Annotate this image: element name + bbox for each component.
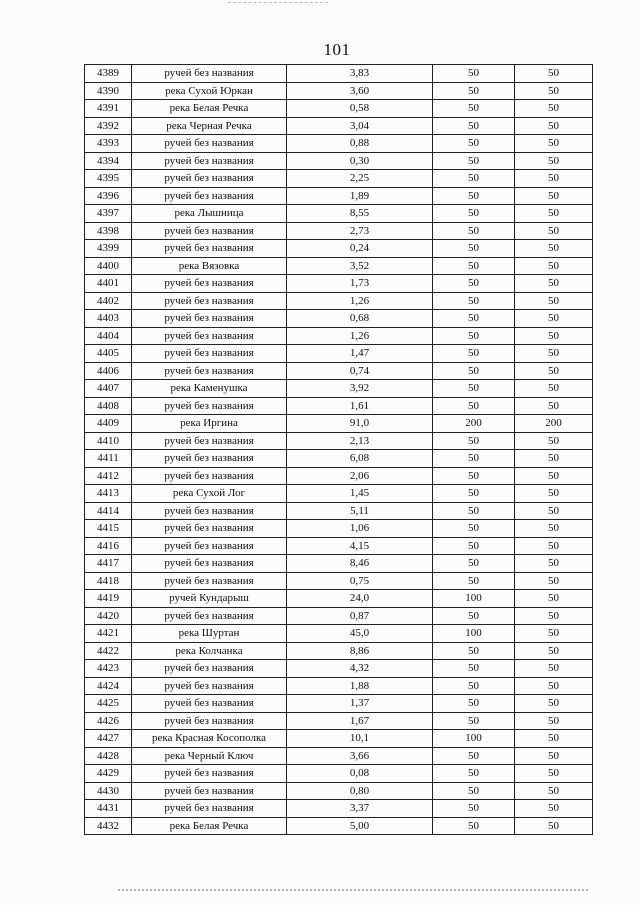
- coastal-strip-value-cell: 50: [515, 362, 593, 380]
- length-value-cell: 0,58: [287, 100, 433, 118]
- table-row: [85, 467, 593, 485]
- length-value-cell: 4,32: [287, 660, 433, 678]
- length-value-cell: 4,15: [287, 537, 433, 555]
- coastal-strip-value-cell: 50: [515, 380, 593, 398]
- length-value-cell: 6,08: [287, 450, 433, 468]
- coastal-strip-value-cell: 50: [515, 555, 593, 573]
- coastal-strip-value-cell: 50: [515, 257, 593, 275]
- water-body-name-cell: ручей без названия: [132, 555, 287, 573]
- protection-zone-value-cell: 50: [433, 205, 515, 223]
- water-body-name-cell: ручей без названия: [132, 502, 287, 520]
- table-row: [85, 590, 593, 608]
- length-value-cell: 10,1: [287, 730, 433, 748]
- row-number-cell: 4422: [85, 642, 132, 660]
- coastal-strip-value-cell: 50: [515, 817, 593, 835]
- protection-zone-value-cell: 50: [433, 292, 515, 310]
- row-number-cell: 4390: [85, 82, 132, 100]
- length-value-cell: 3,04: [287, 117, 433, 135]
- row-number-cell: 4428: [85, 747, 132, 765]
- water-body-name-cell: река Лышница: [132, 205, 287, 223]
- length-value-cell: 1,37: [287, 695, 433, 713]
- row-number-cell: 4391: [85, 100, 132, 118]
- protection-zone-value-cell: 50: [433, 327, 515, 345]
- protection-zone-value-cell: 50: [433, 135, 515, 153]
- coastal-strip-value-cell: 50: [515, 537, 593, 555]
- length-value-cell: 0,88: [287, 135, 433, 153]
- water-body-name-cell: река Красная Косополка: [132, 730, 287, 748]
- row-number-cell: 4415: [85, 520, 132, 538]
- row-number-cell: 4395: [85, 170, 132, 188]
- length-value-cell: 0,75: [287, 572, 433, 590]
- water-body-name-cell: река Белая Речка: [132, 817, 287, 835]
- table-row: [85, 310, 593, 328]
- protection-zone-value-cell: 100: [433, 625, 515, 643]
- water-body-name-cell: река Колчанка: [132, 642, 287, 660]
- length-value-cell: 1,45: [287, 485, 433, 503]
- row-number-cell: 4407: [85, 380, 132, 398]
- protection-zone-value-cell: 50: [433, 152, 515, 170]
- coastal-strip-value-cell: 50: [515, 695, 593, 713]
- water-body-name-cell: ручей без названия: [132, 240, 287, 258]
- coastal-strip-value-cell: 50: [515, 205, 593, 223]
- coastal-strip-value-cell: 200: [515, 415, 593, 433]
- table-row: [85, 152, 593, 170]
- protection-zone-value-cell: 50: [433, 817, 515, 835]
- protection-zone-value-cell: 50: [433, 65, 515, 83]
- row-number-cell: 4398: [85, 222, 132, 240]
- row-number-cell: 4429: [85, 765, 132, 783]
- scan-artifact-bottom: [118, 889, 588, 892]
- length-value-cell: 1,61: [287, 397, 433, 415]
- row-number-cell: 4402: [85, 292, 132, 310]
- protection-zone-value-cell: 50: [433, 117, 515, 135]
- water-body-name-cell: ручей без названия: [132, 170, 287, 188]
- coastal-strip-value-cell: 50: [515, 572, 593, 590]
- row-number-cell: 4413: [85, 485, 132, 503]
- table-row: [85, 100, 593, 118]
- row-number-cell: 4430: [85, 782, 132, 800]
- water-bodies-table: [84, 64, 593, 835]
- row-number-cell: 4405: [85, 345, 132, 363]
- row-number-cell: 4397: [85, 205, 132, 223]
- length-value-cell: 0,24: [287, 240, 433, 258]
- protection-zone-value-cell: 50: [433, 502, 515, 520]
- coastal-strip-value-cell: 50: [515, 187, 593, 205]
- length-value-cell: 3,37: [287, 800, 433, 818]
- protection-zone-value-cell: 50: [433, 555, 515, 573]
- coastal-strip-value-cell: 50: [515, 485, 593, 503]
- coastal-strip-value-cell: 50: [515, 747, 593, 765]
- length-value-cell: 3,52: [287, 257, 433, 275]
- water-body-name-cell: ручей без названия: [132, 712, 287, 730]
- row-number-cell: 4420: [85, 607, 132, 625]
- water-body-name-cell: ручей без названия: [132, 152, 287, 170]
- row-number-cell: 4403: [85, 310, 132, 328]
- protection-zone-value-cell: 50: [433, 397, 515, 415]
- water-body-name-cell: ручей без названия: [132, 450, 287, 468]
- protection-zone-value-cell: 50: [433, 485, 515, 503]
- water-body-name-cell: ручей без названия: [132, 660, 287, 678]
- coastal-strip-value-cell: 50: [515, 240, 593, 258]
- table-row: [85, 520, 593, 538]
- coastal-strip-value-cell: 50: [515, 275, 593, 293]
- length-value-cell: 1,88: [287, 677, 433, 695]
- coastal-strip-value-cell: 50: [515, 677, 593, 695]
- table-row: [85, 625, 593, 643]
- row-number-cell: 4424: [85, 677, 132, 695]
- table-row: [85, 712, 593, 730]
- row-number-cell: 4416: [85, 537, 132, 555]
- table-row: [85, 642, 593, 660]
- protection-zone-value-cell: 50: [433, 450, 515, 468]
- protection-zone-value-cell: 50: [433, 677, 515, 695]
- coastal-strip-value-cell: 50: [515, 117, 593, 135]
- length-value-cell: 1,67: [287, 712, 433, 730]
- water-body-name-cell: ручей без названия: [132, 520, 287, 538]
- length-value-cell: 1,06: [287, 520, 433, 538]
- row-number-cell: 4418: [85, 572, 132, 590]
- protection-zone-value-cell: 50: [433, 467, 515, 485]
- coastal-strip-value-cell: 50: [515, 65, 593, 83]
- coastal-strip-value-cell: 50: [515, 345, 593, 363]
- coastal-strip-value-cell: 50: [515, 135, 593, 153]
- table-row: [85, 275, 593, 293]
- row-number-cell: 4399: [85, 240, 132, 258]
- coastal-strip-value-cell: 50: [515, 712, 593, 730]
- coastal-strip-value-cell: 50: [515, 520, 593, 538]
- length-value-cell: 5,11: [287, 502, 433, 520]
- protection-zone-value-cell: 50: [433, 82, 515, 100]
- row-number-cell: 4394: [85, 152, 132, 170]
- water-body-name-cell: ручей без названия: [132, 397, 287, 415]
- row-number-cell: 4421: [85, 625, 132, 643]
- length-value-cell: 3,66: [287, 747, 433, 765]
- table-row: [85, 572, 593, 590]
- protection-zone-value-cell: 50: [433, 695, 515, 713]
- page-number: 101: [323, 40, 351, 59]
- table-row: [85, 82, 593, 100]
- water-body-name-cell: ручей без названия: [132, 467, 287, 485]
- water-body-name-cell: река Белая Речка: [132, 100, 287, 118]
- water-body-name-cell: река Иргина: [132, 415, 287, 433]
- row-number-cell: 4404: [85, 327, 132, 345]
- protection-zone-value-cell: 50: [433, 170, 515, 188]
- water-body-name-cell: ручей без названия: [132, 327, 287, 345]
- table-row: [85, 450, 593, 468]
- water-body-name-cell: река Каменушка: [132, 380, 287, 398]
- water-body-name-cell: ручей без названия: [132, 275, 287, 293]
- protection-zone-value-cell: 50: [433, 362, 515, 380]
- protection-zone-value-cell: 50: [433, 432, 515, 450]
- table-row: [85, 117, 593, 135]
- protection-zone-value-cell: 50: [433, 257, 515, 275]
- table-row: [85, 800, 593, 818]
- water-body-name-cell: ручей без названия: [132, 222, 287, 240]
- water-body-name-cell: ручей без названия: [132, 677, 287, 695]
- length-value-cell: 0,74: [287, 362, 433, 380]
- coastal-strip-value-cell: 50: [515, 660, 593, 678]
- water-body-name-cell: ручей без названия: [132, 800, 287, 818]
- water-body-name-cell: ручей без названия: [132, 695, 287, 713]
- row-number-cell: 4417: [85, 555, 132, 573]
- water-body-name-cell: река Вязовка: [132, 257, 287, 275]
- water-body-name-cell: ручей без названия: [132, 607, 287, 625]
- coastal-strip-value-cell: 50: [515, 397, 593, 415]
- row-number-cell: 4396: [85, 187, 132, 205]
- table-row: [85, 187, 593, 205]
- water-body-name-cell: река Сухой Юркан: [132, 82, 287, 100]
- protection-zone-value-cell: 50: [433, 520, 515, 538]
- length-value-cell: 0,80: [287, 782, 433, 800]
- length-value-cell: 5,00: [287, 817, 433, 835]
- table-row: [85, 730, 593, 748]
- table-row: [85, 380, 593, 398]
- length-value-cell: 8,86: [287, 642, 433, 660]
- length-value-cell: 1,89: [287, 187, 433, 205]
- coastal-strip-value-cell: 50: [515, 100, 593, 118]
- protection-zone-value-cell: 50: [433, 660, 515, 678]
- coastal-strip-value-cell: 50: [515, 170, 593, 188]
- coastal-strip-value-cell: 50: [515, 502, 593, 520]
- length-value-cell: 0,68: [287, 310, 433, 328]
- table-row: [85, 240, 593, 258]
- row-number-cell: 4409: [85, 415, 132, 433]
- water-body-name-cell: ручей без названия: [132, 362, 287, 380]
- water-body-name-cell: ручей без названия: [132, 292, 287, 310]
- length-value-cell: 91,0: [287, 415, 433, 433]
- coastal-strip-value-cell: 50: [515, 782, 593, 800]
- row-number-cell: 4412: [85, 467, 132, 485]
- row-number-cell: 4410: [85, 432, 132, 450]
- table-row: [85, 660, 593, 678]
- protection-zone-value-cell: 100: [433, 590, 515, 608]
- water-body-name-cell: река Черная Речка: [132, 117, 287, 135]
- water-body-name-cell: ручей без названия: [132, 537, 287, 555]
- coastal-strip-value-cell: 50: [515, 730, 593, 748]
- table-row: [85, 432, 593, 450]
- row-number-cell: 4431: [85, 800, 132, 818]
- water-body-name-cell: ручей без названия: [132, 572, 287, 590]
- length-value-cell: 2,13: [287, 432, 433, 450]
- water-body-name-cell: ручей без названия: [132, 310, 287, 328]
- scan-artifact-top: [228, 2, 328, 5]
- coastal-strip-value-cell: 50: [515, 467, 593, 485]
- coastal-strip-value-cell: 50: [515, 152, 593, 170]
- water-body-name-cell: ручей без названия: [132, 765, 287, 783]
- length-value-cell: 3,83: [287, 65, 433, 83]
- row-number-cell: 4400: [85, 257, 132, 275]
- row-number-cell: 4411: [85, 450, 132, 468]
- protection-zone-value-cell: 50: [433, 712, 515, 730]
- table-row: [85, 695, 593, 713]
- table-row: [85, 327, 593, 345]
- row-number-cell: 4425: [85, 695, 132, 713]
- length-value-cell: 8,55: [287, 205, 433, 223]
- length-value-cell: 0,08: [287, 765, 433, 783]
- protection-zone-value-cell: 50: [433, 642, 515, 660]
- water-body-name-cell: ручей без названия: [132, 135, 287, 153]
- protection-zone-value-cell: 50: [433, 782, 515, 800]
- coastal-strip-value-cell: 50: [515, 222, 593, 240]
- protection-zone-value-cell: 50: [433, 345, 515, 363]
- table-row: [85, 502, 593, 520]
- table-row: [85, 65, 593, 83]
- table-row: [85, 135, 593, 153]
- row-number-cell: 4427: [85, 730, 132, 748]
- table-row: [85, 555, 593, 573]
- protection-zone-value-cell: 50: [433, 100, 515, 118]
- row-number-cell: 4408: [85, 397, 132, 415]
- protection-zone-value-cell: 50: [433, 765, 515, 783]
- water-body-name-cell: ручей без названия: [132, 65, 287, 83]
- table-row: [85, 765, 593, 783]
- table-row: [85, 607, 593, 625]
- protection-zone-value-cell: 50: [433, 747, 515, 765]
- table-row: [85, 292, 593, 310]
- row-number-cell: 4393: [85, 135, 132, 153]
- coastal-strip-value-cell: 50: [515, 327, 593, 345]
- coastal-strip-value-cell: 50: [515, 82, 593, 100]
- table-row: [85, 222, 593, 240]
- protection-zone-value-cell: 200: [433, 415, 515, 433]
- length-value-cell: 3,60: [287, 82, 433, 100]
- length-value-cell: 2,73: [287, 222, 433, 240]
- water-body-name-cell: река Сухой Лог: [132, 485, 287, 503]
- coastal-strip-value-cell: 50: [515, 450, 593, 468]
- water-body-name-cell: ручей без названия: [132, 345, 287, 363]
- water-body-name-cell: ручей Кундарыш: [132, 590, 287, 608]
- water-body-name-cell: река Черный Ключ: [132, 747, 287, 765]
- table-row: [85, 415, 593, 433]
- table-row: [85, 817, 593, 835]
- table-row: [85, 362, 593, 380]
- table-body: [85, 65, 593, 835]
- coastal-strip-value-cell: 50: [515, 292, 593, 310]
- water-body-name-cell: ручей без названия: [132, 187, 287, 205]
- table-row: [85, 537, 593, 555]
- protection-zone-value-cell: 50: [433, 222, 515, 240]
- table-row: [85, 170, 593, 188]
- protection-zone-value-cell: 100: [433, 730, 515, 748]
- length-value-cell: 2,25: [287, 170, 433, 188]
- water-body-name-cell: река Шуртан: [132, 625, 287, 643]
- coastal-strip-value-cell: 50: [515, 625, 593, 643]
- length-value-cell: 0,87: [287, 607, 433, 625]
- water-body-name-cell: ручей без названия: [132, 782, 287, 800]
- table-row: [85, 747, 593, 765]
- table-row: [85, 257, 593, 275]
- coastal-strip-value-cell: 50: [515, 607, 593, 625]
- protection-zone-value-cell: 50: [433, 240, 515, 258]
- length-value-cell: 1,73: [287, 275, 433, 293]
- length-value-cell: 24,0: [287, 590, 433, 608]
- row-number-cell: 4426: [85, 712, 132, 730]
- coastal-strip-value-cell: 50: [515, 310, 593, 328]
- row-number-cell: 4392: [85, 117, 132, 135]
- protection-zone-value-cell: 50: [433, 380, 515, 398]
- row-number-cell: 4432: [85, 817, 132, 835]
- protection-zone-value-cell: 50: [433, 310, 515, 328]
- row-number-cell: 4401: [85, 275, 132, 293]
- row-number-cell: 4389: [85, 65, 132, 83]
- coastal-strip-value-cell: 50: [515, 590, 593, 608]
- protection-zone-value-cell: 50: [433, 800, 515, 818]
- length-value-cell: 0,30: [287, 152, 433, 170]
- length-value-cell: 1,26: [287, 292, 433, 310]
- length-value-cell: 8,46: [287, 555, 433, 573]
- table-row: [85, 485, 593, 503]
- length-value-cell: 1,26: [287, 327, 433, 345]
- table-row: [85, 677, 593, 695]
- coastal-strip-value-cell: 50: [515, 800, 593, 818]
- protection-zone-value-cell: 50: [433, 607, 515, 625]
- table-row: [85, 782, 593, 800]
- table-row: [85, 345, 593, 363]
- row-number-cell: 4414: [85, 502, 132, 520]
- protection-zone-value-cell: 50: [433, 537, 515, 555]
- coastal-strip-value-cell: 50: [515, 765, 593, 783]
- coastal-strip-value-cell: 50: [515, 432, 593, 450]
- length-value-cell: 2,06: [287, 467, 433, 485]
- row-number-cell: 4406: [85, 362, 132, 380]
- table-row: [85, 397, 593, 415]
- table-row: [85, 205, 593, 223]
- row-number-cell: 4419: [85, 590, 132, 608]
- length-value-cell: 45,0: [287, 625, 433, 643]
- length-value-cell: 1,47: [287, 345, 433, 363]
- coastal-strip-value-cell: 50: [515, 642, 593, 660]
- protection-zone-value-cell: 50: [433, 572, 515, 590]
- water-body-name-cell: ручей без названия: [132, 432, 287, 450]
- protection-zone-value-cell: 50: [433, 187, 515, 205]
- protection-zone-value-cell: 50: [433, 275, 515, 293]
- row-number-cell: 4423: [85, 660, 132, 678]
- length-value-cell: 3,92: [287, 380, 433, 398]
